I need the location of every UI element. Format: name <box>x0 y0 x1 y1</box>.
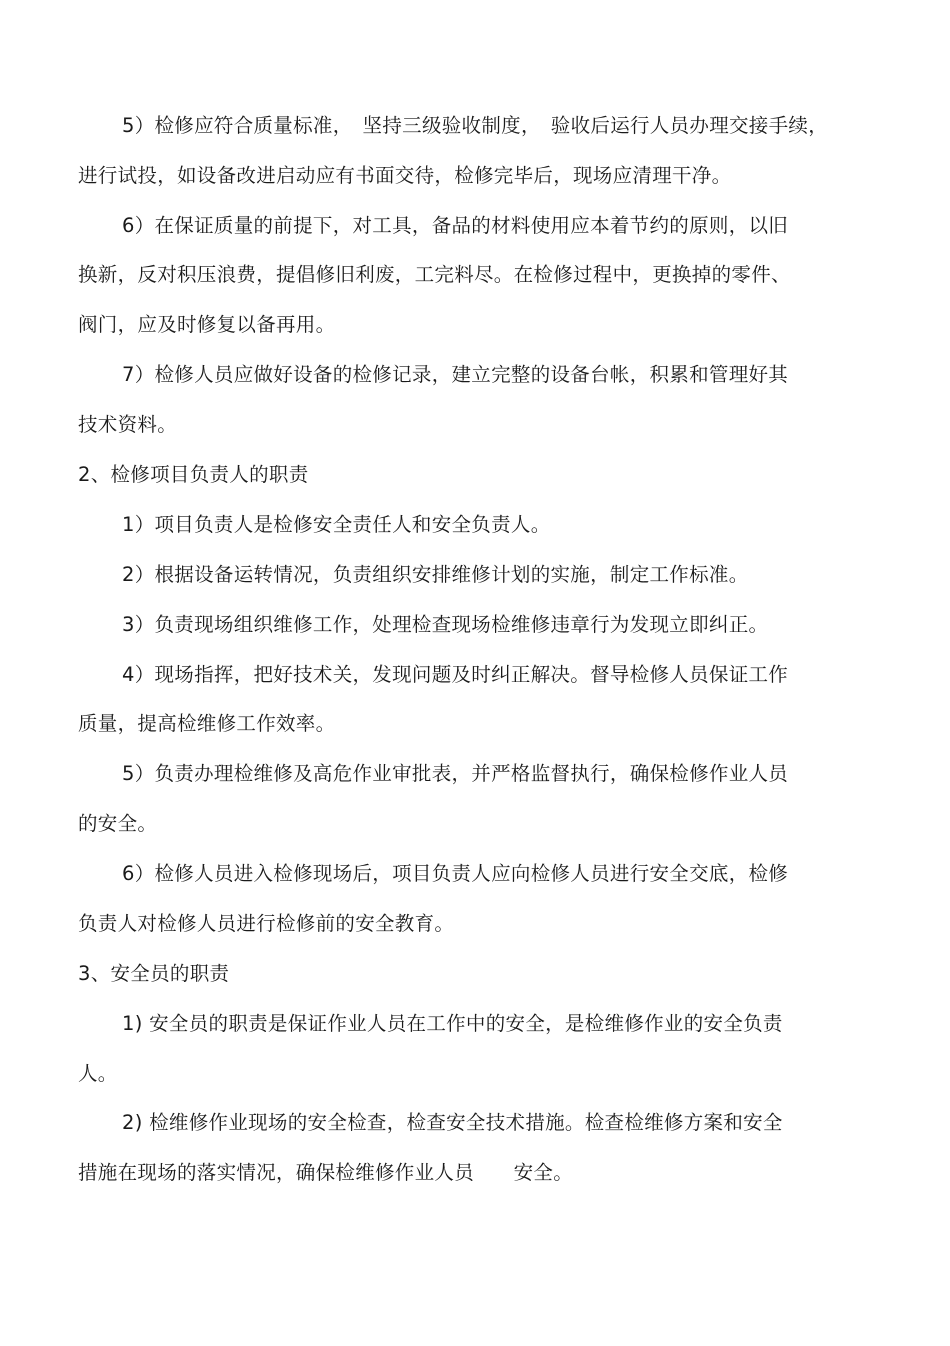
text-line: 5）检修应符合质量标准， 坚持三级验收制度， 验收后运行人员办理交接手续， <box>122 114 829 137</box>
text-line: 6）在保证质量的前提下，对工具，备品的材料使用应本着节约的原则，以旧 <box>122 214 789 237</box>
text-line: 3）负责现场组织维修工作，处理检查现场检维修违章行为发现立即纠正。 <box>122 613 769 636</box>
text-line: 人。 <box>78 1062 118 1085</box>
section-heading: 3、安全员的职责 <box>78 962 230 985</box>
text-line: 5）负责办理检维修及高危作业审批表，并严格监督执行，确保检修作业人员 <box>122 762 789 785</box>
text-line: 2) 检维修作业现场的安全检查，检查安全技术措施。检查检维修方案和安全 <box>122 1111 783 1134</box>
text-line: 的安全。 <box>78 812 158 835</box>
text-line: 6）检修人员进入检修现场后，项目负责人应向检修人员进行安全交底，检修 <box>122 862 789 885</box>
text-line: 阀门，应及时修复以备再用。 <box>78 313 336 336</box>
text-line: 措施在现场的落实情况，确保检维修作业人员 安全。 <box>78 1161 574 1184</box>
text-line: 1）项目负责人是检修安全责任人和安全负责人。 <box>122 513 551 536</box>
text-line: 技术资料。 <box>78 413 178 436</box>
text-line: 质量，提高检维修工作效率。 <box>78 712 336 735</box>
text-line: 7）检修人员应做好设备的检修记录，建立完整的设备台帐，积累和管理好其 <box>122 363 789 386</box>
text-line: 进行试投，如设备改进启动应有书面交待，检修完毕后，现场应清理干净。 <box>78 164 732 187</box>
text-line: 2）根据设备运转情况，负责组织安排维修计划的实施，制定工作标准。 <box>122 563 749 586</box>
text-line: 1) 安全员的职责是保证作业人员在工作中的安全，是检维修作业的安全负责 <box>122 1012 783 1035</box>
text-line: 负责人对检修人员进行检修前的安全教育。 <box>78 912 455 935</box>
text-line: 换新，反对积压浪费，提倡修旧利废，工完料尽。在检修过程中，更换掉的零件、 <box>78 263 791 286</box>
section-heading: 2、检修项目负责人的职责 <box>78 463 309 486</box>
text-line: 4）现场指挥，把好技术关，发现问题及时纠正解决。督导检修人员保证工作 <box>122 663 789 686</box>
